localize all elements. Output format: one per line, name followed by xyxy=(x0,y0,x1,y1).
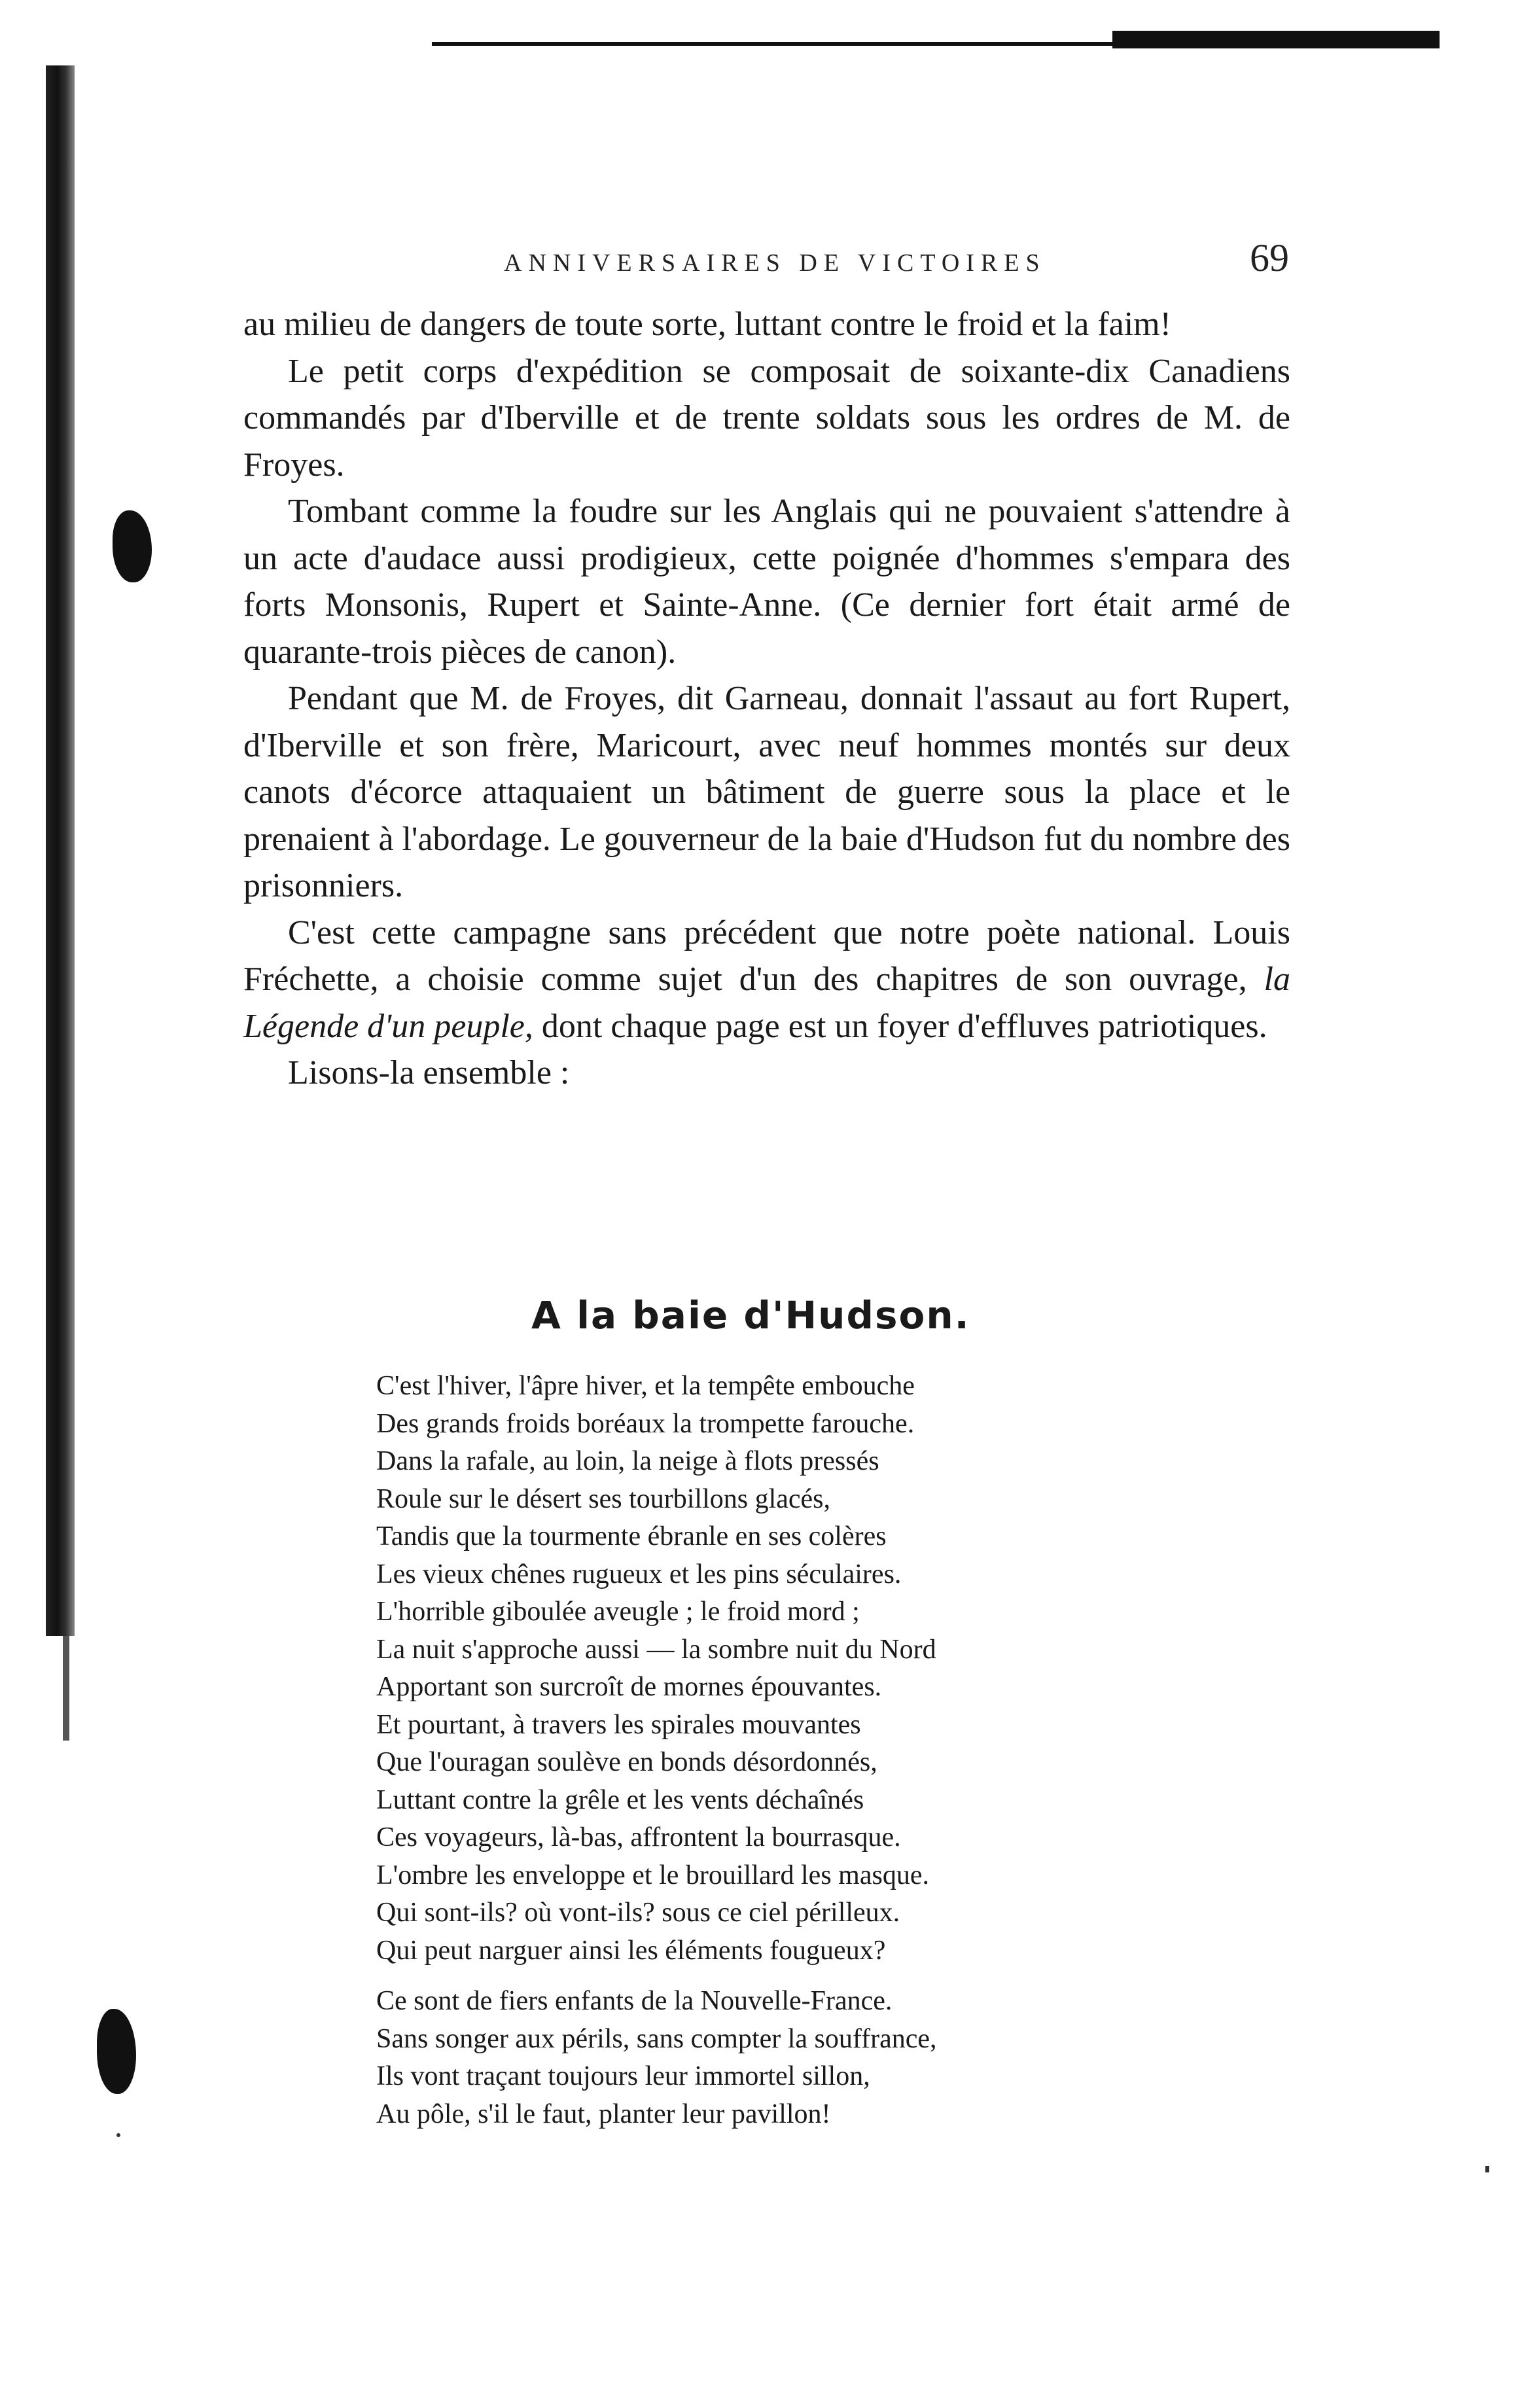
verse-line: Luttant contre la grêle et les vents déchaînés xyxy=(376,1784,864,1815)
verse-line: Qui peut narguer ainsi les éléments fougueux? xyxy=(376,1935,886,1966)
verse-line: L'horrible giboulée aveugle ; le froid mord ; xyxy=(376,1597,860,1627)
verse-line: Et pourtant, à travers les spirales mouvantes xyxy=(376,1709,861,1740)
paragraph-text: C'est cette campagne sans précédent que notre poète national. Louis Fréchette, a choisie comme sujet d'un des chapitres de son ouvrage, xyxy=(243,913,1290,998)
verse-line: Dans la rafale, au loin, la neige à flots pressés xyxy=(376,1446,879,1476)
verse-line: L'ombre les enveloppe et le brouillard les masque. xyxy=(376,1860,929,1890)
ink-speck-right xyxy=(1485,2166,1489,2172)
verse-line: Ce sont de fiers enfants de la Nouvelle-France. xyxy=(376,1986,893,2016)
paragraph-text: dont chaque page est un foyer d'effluves patriotiques. xyxy=(541,1007,1267,1045)
verse-line: Tandis que la tourmente ébranle en ses colères xyxy=(376,1521,887,1551)
paragraph: au milieu de dangers de toute sorte, luttant contre le froid et la faim! xyxy=(243,306,1171,343)
verse-line: Sans songer aux périls, sans compter la souffrance, xyxy=(376,2023,937,2054)
stanza-2 xyxy=(376,1983,1201,2133)
stanza-1 xyxy=(376,1368,1201,1970)
page-number: 69 xyxy=(1250,236,1289,279)
verse-line: Au pôle, s'il le faut, planter leur pavillon! xyxy=(376,2098,831,2129)
ink-blot-ornament-bottom xyxy=(97,2009,136,2094)
poem-title: A la baie d'Hudson. xyxy=(531,1293,970,1337)
verse-line: Ils vont traçant toujours leur immortel sillon, xyxy=(376,2061,870,2091)
verse-line: Qui sont-ils? où vont-ils? sous ce ciel périlleux. xyxy=(376,1898,900,1928)
verse-line: Des grands froids boréaux la trompette farouche. xyxy=(376,1408,915,1439)
verse-line: Roule sur le désert ses tourbillons glacés, xyxy=(376,1483,831,1514)
body-text xyxy=(243,301,1290,1097)
paragraph: Lisons-la ensemble : xyxy=(288,1054,570,1091)
ink-blot-ornament-top xyxy=(113,510,152,582)
paragraph: Le petit corps d'expédition se composait de soixante-dix Canadiens commandés par d'Iberville et de trente soldats sous les ordres de M. de Froyes. xyxy=(243,352,1290,484)
paragraph: Pendant que M. de Froyes, dit Garneau, donnait l'assaut au fort Rupert, d'Iberville et son frère, Maricourt, avec neuf hommes montés sur deux canots d'écorce attaquaient un bâtiment de guerre sous la place et le prenaient à l'abordage. Le gouverneur de la baie d'Hudson fut du nombre des prisonniers. xyxy=(243,680,1290,904)
ink-speck xyxy=(116,2133,120,2137)
binding-shadow-tail xyxy=(63,1636,69,1741)
verse-line: C'est l'hiver, l'âpre hiver, et la tempête embouche xyxy=(376,1371,915,1401)
poem xyxy=(376,1368,1201,2133)
running-head: ANNIVERSAIRES DE VICTOIRES xyxy=(504,249,1046,277)
top-rule xyxy=(432,42,1440,46)
paragraph: Tombant comme la foudre sur les Anglais qui ne pouvaient s'attendre à un acte d'audace aussi prodigieux, cette poignée d'hommes s'empara des forts Monsonis, Rupert et Sainte-Anne. (Ce dernier fort était armé de quarante-trois pièces de canon). xyxy=(243,493,1290,671)
binding-shadow xyxy=(46,65,75,1636)
verse-line: Que l'ouragan soulève en bonds désordonnés, xyxy=(376,1747,877,1777)
verse-line: La nuit s'approche aussi — la sombre nuit du Nord xyxy=(376,1634,936,1665)
verse-line: Les vieux chênes rugueux et les pins séculaires. xyxy=(376,1559,902,1589)
book-title: la Légende d'un peuple, xyxy=(243,961,1290,1045)
paragraph-with-citation xyxy=(243,910,1290,1050)
verse-line: Apportant son surcroît de mornes épouvantes. xyxy=(376,1672,882,1702)
verse-line: Ces voyageurs, là-bas, affrontent la bourrasque. xyxy=(376,1822,901,1852)
